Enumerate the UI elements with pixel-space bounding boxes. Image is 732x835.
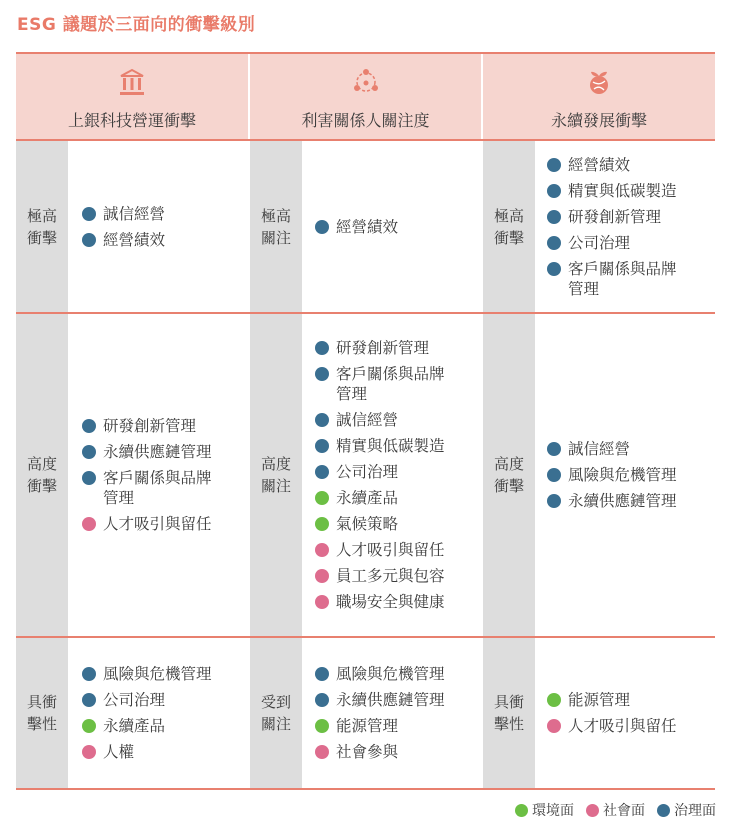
list-item (82, 204, 248, 224)
list-item (547, 259, 715, 299)
bullet-dot-icon (82, 667, 96, 681)
table-cell (547, 638, 715, 788)
list-item (82, 742, 248, 762)
legend-item-environment: 環境面 (515, 800, 574, 820)
table-cell (547, 314, 715, 636)
list-item (547, 233, 715, 253)
row-label: 極高衝擊 (16, 141, 68, 312)
table-bottom-border (16, 788, 715, 790)
legend-item-governance: 治理面 (657, 800, 716, 820)
column-header-stakeholder (250, 54, 481, 140)
list-item-text: 氣候策略 (336, 515, 399, 533)
bullet-dot-icon (82, 517, 96, 531)
list-item-text: 人才吸引與留任 (568, 717, 677, 735)
list-item-text: 精實與低碳製造 (336, 437, 445, 455)
bullet-dot-icon (82, 471, 96, 485)
list-item-text: 精實與低碳製造 (568, 181, 677, 200)
list-item (82, 716, 248, 736)
list-item-text: 人才吸引與留任 (103, 515, 212, 533)
list-item (315, 436, 481, 456)
bullet-dot-icon (315, 745, 329, 759)
table-cell (315, 141, 481, 312)
list-item (315, 566, 481, 586)
list-item-text: 經營績效 (103, 230, 166, 249)
list-item (315, 742, 481, 762)
list-item-text: 研發創新管理 (103, 417, 197, 435)
bullet-dot-icon (547, 719, 561, 733)
table-cell (82, 141, 248, 312)
table-cell (315, 638, 481, 788)
list-item-text: 經營績效 (568, 155, 631, 174)
bullet-dot-icon (547, 262, 561, 276)
list-item-text: 人權 (103, 743, 135, 761)
bullet-dot-icon (315, 367, 329, 381)
list-item-text: 職場安全與健康 (336, 593, 445, 611)
list-item (82, 690, 248, 710)
bullet-dot-icon (315, 341, 329, 355)
table-cell (82, 314, 248, 636)
bullet-dot-icon (82, 419, 96, 433)
impact-table (16, 52, 715, 790)
bullet-dot-icon (82, 207, 96, 221)
list-item (547, 439, 715, 459)
people-network-icon (353, 68, 379, 96)
pink-dot-icon (586, 804, 599, 817)
list-item-text: 客戶關係與品牌管理 (103, 469, 212, 507)
bullet-dot-icon (315, 220, 329, 234)
list-item-text: 誠信經營 (568, 440, 631, 458)
list-item-text: 社會參與 (336, 743, 399, 761)
list-item-text: 風險與危機管理 (103, 665, 212, 683)
list-item-text: 能源管理 (336, 717, 399, 735)
list-item (82, 442, 248, 462)
bullet-dot-icon (547, 468, 561, 482)
column-header-label: 上銀科技營運衝擊 (67, 111, 196, 130)
list-item (82, 664, 248, 684)
list-item-text: 公司治理 (568, 233, 631, 252)
bullet-dot-icon (315, 439, 329, 453)
bullet-dot-icon (315, 491, 329, 505)
column-header-operations (16, 54, 248, 140)
list-item-text: 永續產品 (336, 489, 399, 507)
bullet-dot-icon (547, 494, 561, 508)
page-title: ESG 議題於三面向的衝擊級別 (17, 15, 256, 35)
bullet-dot-icon (315, 465, 329, 479)
list-item-text: 風險與危機管理 (568, 466, 677, 484)
blue-dot-icon (657, 804, 670, 817)
bullet-dot-icon (547, 693, 561, 707)
legend (503, 800, 716, 820)
list-item (547, 207, 715, 227)
globe-sprout-icon (586, 68, 612, 96)
list-item-text: 研發創新管理 (336, 339, 430, 357)
legend-item-social: 社會面 (586, 800, 645, 820)
green-dot-icon (515, 804, 528, 817)
list-item (547, 690, 715, 710)
list-item (547, 465, 715, 485)
bullet-dot-icon (315, 693, 329, 707)
column-header-label: 利害關係人關注度 (301, 111, 430, 130)
bullet-dot-icon (315, 595, 329, 609)
list-item-text: 風險與危機管理 (336, 665, 445, 683)
bullet-dot-icon (82, 445, 96, 459)
bullet-dot-icon (315, 413, 329, 427)
list-item-text: 能源管理 (568, 691, 631, 709)
list-item (315, 338, 481, 358)
column-header-sustainability (483, 54, 715, 140)
list-item (315, 716, 481, 736)
bullet-dot-icon (547, 184, 561, 198)
bullet-dot-icon (547, 442, 561, 456)
row-label: 具衝擊性 (16, 638, 68, 788)
list-item-text: 客戶關係與品牌管理 (336, 365, 445, 403)
row-label: 受到關注 (250, 638, 302, 788)
bullet-dot-icon (315, 517, 329, 531)
list-item-text: 永續供應鏈管理 (568, 492, 677, 510)
list-item (315, 462, 481, 482)
list-item (315, 540, 481, 560)
list-item (82, 230, 248, 250)
list-item-text: 研發創新管理 (568, 207, 662, 226)
list-item-text: 永續供應鏈管理 (336, 691, 445, 709)
row-label: 高度衝擊 (16, 314, 68, 636)
bullet-dot-icon (82, 693, 96, 707)
list-item (315, 410, 481, 430)
table-cell (547, 141, 715, 312)
list-item-text: 公司治理 (336, 463, 399, 481)
list-item (315, 488, 481, 508)
list-item-text: 誠信經營 (103, 204, 166, 223)
bullet-dot-icon (315, 667, 329, 681)
list-item (315, 217, 481, 237)
list-item (315, 364, 481, 404)
list-item (547, 155, 715, 175)
bullet-dot-icon (315, 719, 329, 733)
list-item-text: 人才吸引與留任 (336, 541, 445, 559)
list-item-text: 客戶關係與品牌管理 (568, 259, 677, 298)
bullet-dot-icon (82, 745, 96, 759)
list-item-text: 經營績效 (336, 217, 399, 236)
list-item (315, 514, 481, 534)
list-item (82, 416, 248, 436)
table-cell (315, 314, 481, 636)
bullet-dot-icon (315, 543, 329, 557)
row-label: 高度衝擊 (483, 314, 535, 636)
list-item (547, 181, 715, 201)
list-item (315, 664, 481, 684)
list-item-text: 誠信經營 (336, 411, 399, 429)
list-item (547, 491, 715, 511)
list-item-text: 永續供應鏈管理 (103, 443, 212, 461)
list-item-text: 員工多元與包容 (336, 567, 445, 585)
row-label: 高度關注 (250, 314, 302, 636)
row-label: 極高關注 (250, 141, 302, 312)
bullet-dot-icon (547, 236, 561, 250)
bullet-dot-icon (82, 233, 96, 247)
bullet-dot-icon (82, 719, 96, 733)
list-item (82, 514, 248, 534)
list-item (315, 592, 481, 612)
row-label: 極高衝擊 (483, 141, 535, 312)
bullet-dot-icon (315, 569, 329, 583)
list-item-text: 公司治理 (103, 691, 166, 709)
table-cell (82, 638, 248, 788)
bullet-dot-icon (547, 158, 561, 172)
list-item (547, 716, 715, 736)
list-item (82, 468, 248, 508)
list-item-text: 永續產品 (103, 717, 166, 735)
bank-building-icon (119, 68, 145, 96)
column-header-label: 永續發展衝擊 (550, 111, 647, 130)
row-label: 具衝擊性 (483, 638, 535, 788)
bullet-dot-icon (547, 210, 561, 224)
list-item (315, 690, 481, 710)
